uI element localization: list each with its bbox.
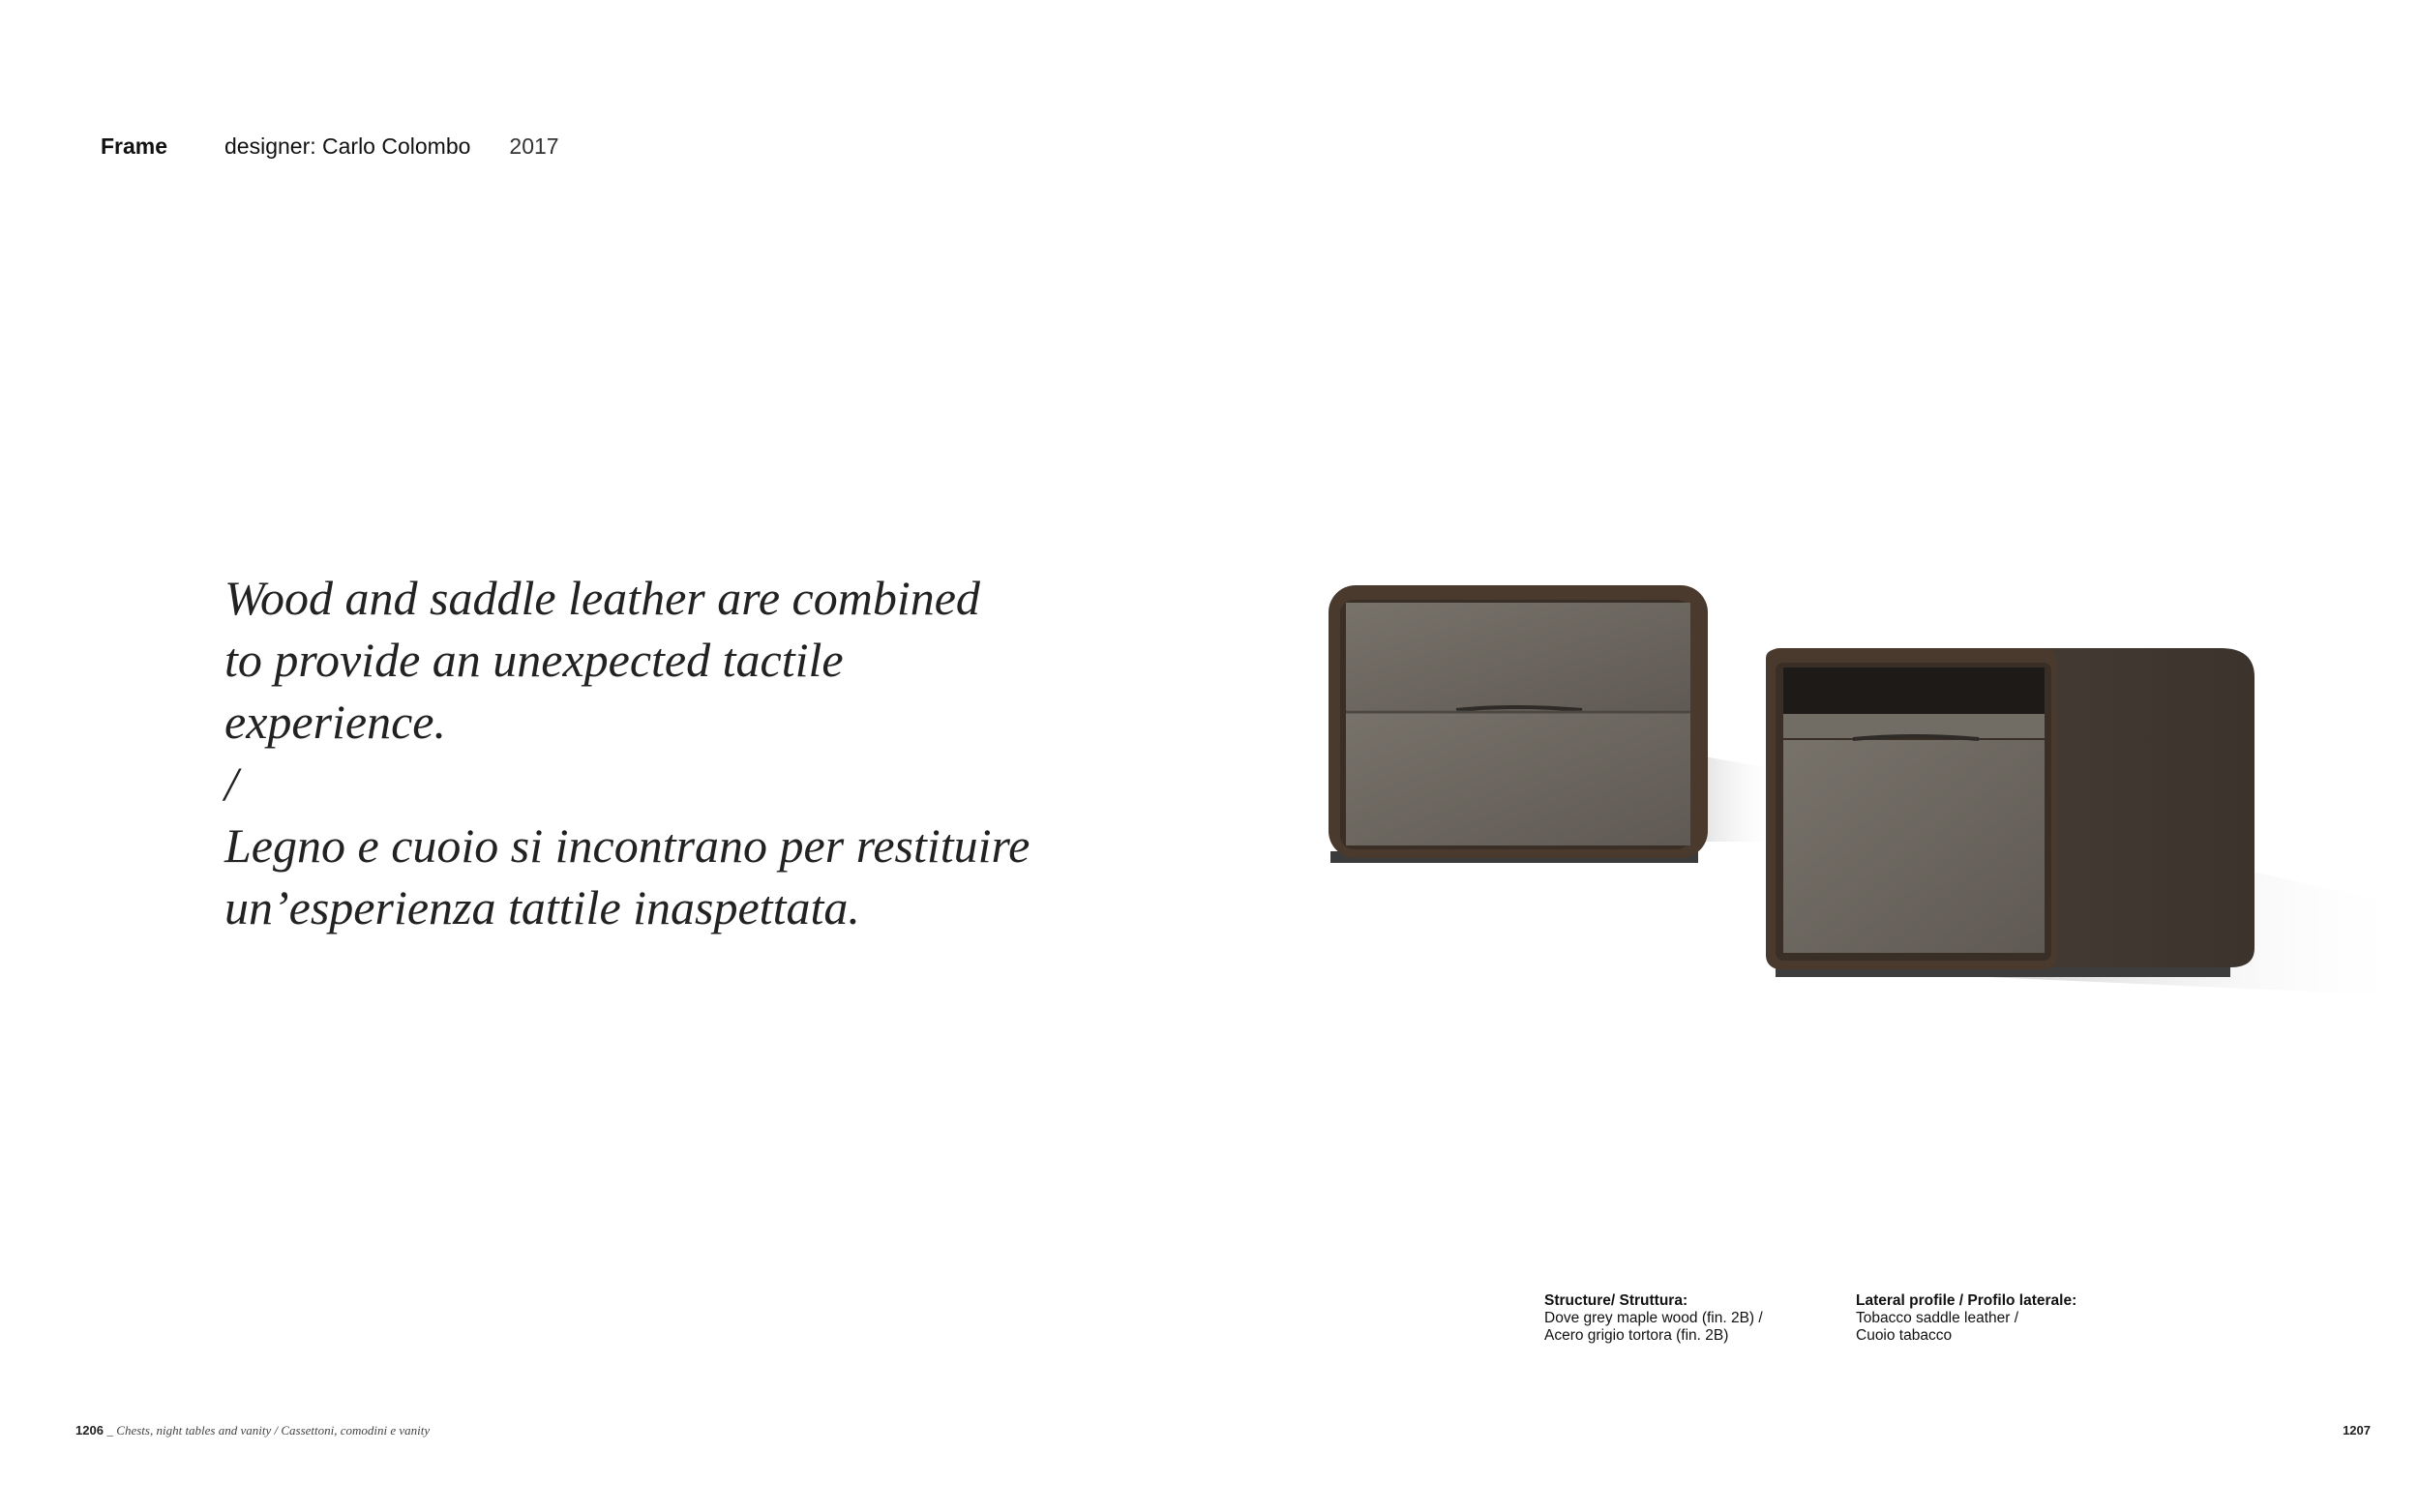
page-number-left: 1206 xyxy=(75,1423,104,1438)
quote-line: Wood and saddle leather are combined xyxy=(224,571,980,625)
designer-credit: designer: Carlo Colombo xyxy=(224,133,471,159)
spec-title: Structure/ Struttura: xyxy=(1544,1292,1688,1309)
quote-line: Legno e cuoio si incontrano per restituire xyxy=(224,818,1030,873)
spec-line: Tobacco saddle leather / xyxy=(1856,1310,2019,1326)
page-number-right: 1207 xyxy=(2343,1423,2371,1438)
page-header xyxy=(101,133,559,160)
product-quote xyxy=(224,567,1095,938)
night-table-right xyxy=(1766,648,2419,996)
spec-line: Acero grigio tortora (fin. 2B) xyxy=(1544,1327,1729,1344)
spec-title: Lateral profile / Profilo laterale: xyxy=(1856,1292,2077,1309)
quote-line: experience. xyxy=(224,695,447,749)
spec-structure xyxy=(1544,1292,1763,1345)
quote-separator: / xyxy=(224,756,238,811)
spec-lateral-profile xyxy=(1856,1292,2076,1345)
quote-line: to provide an unexpected tactile xyxy=(224,633,844,687)
product-photo xyxy=(1311,571,2419,1016)
night-table-left xyxy=(1329,585,1780,863)
product-name: Frame xyxy=(101,133,168,159)
footer-left xyxy=(75,1423,430,1438)
quote-line: un’esperienza tattile inaspettata. xyxy=(224,880,860,934)
design-year: 2017 xyxy=(509,133,559,159)
section-title: _ Chests, night tables and vanity / Cassettoni, comodini e vanity xyxy=(106,1423,431,1438)
spec-line: Cuoio tabacco xyxy=(1856,1327,1953,1344)
spec-line: Dove grey maple wood (fin. 2B) / xyxy=(1544,1310,1763,1326)
